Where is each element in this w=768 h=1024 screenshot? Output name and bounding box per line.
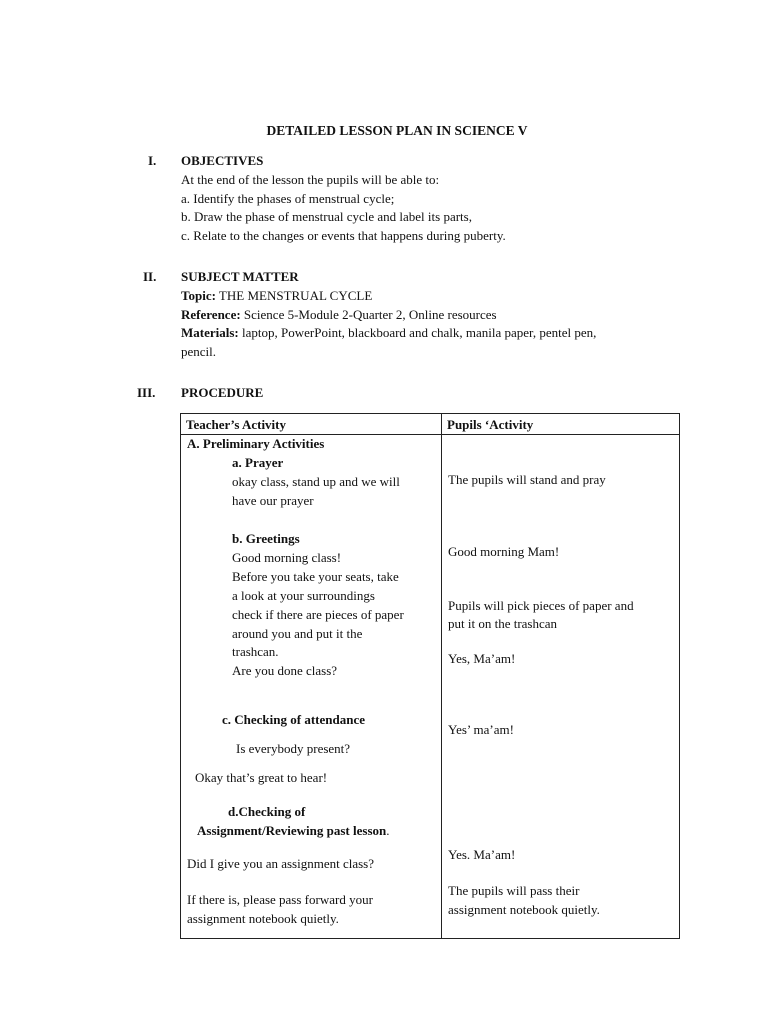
- teacher-text: assignment notebook quietly.: [187, 911, 339, 926]
- assignment-heading: d.Checking of: [228, 804, 306, 819]
- section-number-objectives: I.: [148, 153, 157, 168]
- materials-label: Materials:: [181, 325, 239, 340]
- reference-line: [181, 306, 681, 325]
- section-number-procedure: III.: [137, 385, 156, 400]
- topic-line: [181, 287, 681, 306]
- materials-value: laptop, PowerPoint, blackboard and chalk, manila paper, pentel pen,: [238, 325, 597, 340]
- teacher-text: If there is, please pass forward your: [187, 892, 373, 907]
- objective-item: a. Identify the phases of menstrual cycle;: [181, 190, 395, 206]
- teacher-text: Okay that’s great to hear!: [195, 770, 328, 785]
- teacher-text: Before you take your seats, take: [232, 569, 399, 584]
- section-heading-subject-matter: SUBJECT MATTER: [181, 269, 299, 284]
- topic-label: Topic:: [181, 288, 216, 303]
- teacher-text: Good morning class!: [232, 550, 342, 565]
- pupil-text: Yes’ ma’am!: [448, 722, 514, 737]
- greetings-heading: b. Greetings: [232, 531, 300, 546]
- attendance-heading: c. Checking of attendance: [222, 712, 365, 727]
- teacher-text: Are you done class?: [232, 663, 338, 678]
- objectives-intro: At the end of the lesson the pupils will be able to:: [181, 172, 440, 187]
- objective-item: b. Draw the phase of menstrual cycle and label its parts,: [181, 209, 472, 224]
- pupil-text: Pupils will pick pieces of paper and: [448, 598, 634, 613]
- pupil-text: Good morning Mam!: [448, 544, 560, 559]
- procedure-table: [180, 413, 680, 939]
- teacher-activity-cell: [181, 435, 442, 939]
- header-teacher-activity: Teacher’s Activity: [181, 414, 442, 435]
- teacher-text: okay class, stand up and we will: [232, 474, 400, 489]
- objective-item: c. Relate to the changes or events that happens during puberty.: [181, 227, 506, 243]
- materials-line: [181, 324, 681, 343]
- header-pupils-activity: Pupils ‘Activity: [442, 414, 680, 435]
- pupil-text: Yes. Ma’am!: [448, 847, 516, 862]
- teacher-text: have our prayer: [232, 493, 314, 508]
- reference-value: Science 5-Module 2-Quarter 2, Online resources: [240, 306, 497, 322]
- subject-matter-body: [181, 287, 681, 361]
- section-heading-procedure: PROCEDURE: [181, 385, 264, 400]
- topic-value: THE MENSTRUAL CYCLE: [215, 288, 373, 303]
- pupil-text: put it on the trashcan: [448, 616, 558, 631]
- materials-line-continued: pencil.: [181, 343, 217, 359]
- pupils-activity-cell: [442, 435, 680, 939]
- pupil-text: The pupils will pass their: [448, 883, 580, 898]
- teacher-text: a look at your surroundings: [232, 588, 375, 603]
- section-number-subject-matter: II.: [143, 269, 157, 284]
- pupil-text: Yes, Ma’am!: [448, 651, 516, 666]
- teacher-text: Did I give you an assignment class?: [187, 856, 375, 871]
- preliminary-activities-heading: A. Preliminary Activities: [187, 436, 325, 451]
- assignment-heading-line2: Assignment/Reviewing past lesson.: [197, 823, 390, 838]
- prayer-heading: a. Prayer: [232, 455, 284, 470]
- teacher-text: trashcan.: [232, 644, 279, 659]
- objectives-body: [181, 171, 681, 245]
- reference-label: Reference:: [181, 306, 241, 322]
- teacher-text: Is everybody present?: [236, 741, 351, 756]
- section-heading-objectives: OBJECTIVES: [181, 153, 264, 168]
- table-header-row: [181, 414, 680, 435]
- document-title: DETAILED LESSON PLAN IN SCIENCE V: [266, 123, 528, 138]
- teacher-text: around you and put it the: [232, 626, 363, 641]
- teacher-text: check if there are pieces of paper: [232, 607, 404, 622]
- table-row: [181, 435, 680, 939]
- pupil-text: The pupils will stand and pray: [448, 472, 606, 487]
- pupil-text: assignment notebook quietly.: [448, 902, 600, 917]
